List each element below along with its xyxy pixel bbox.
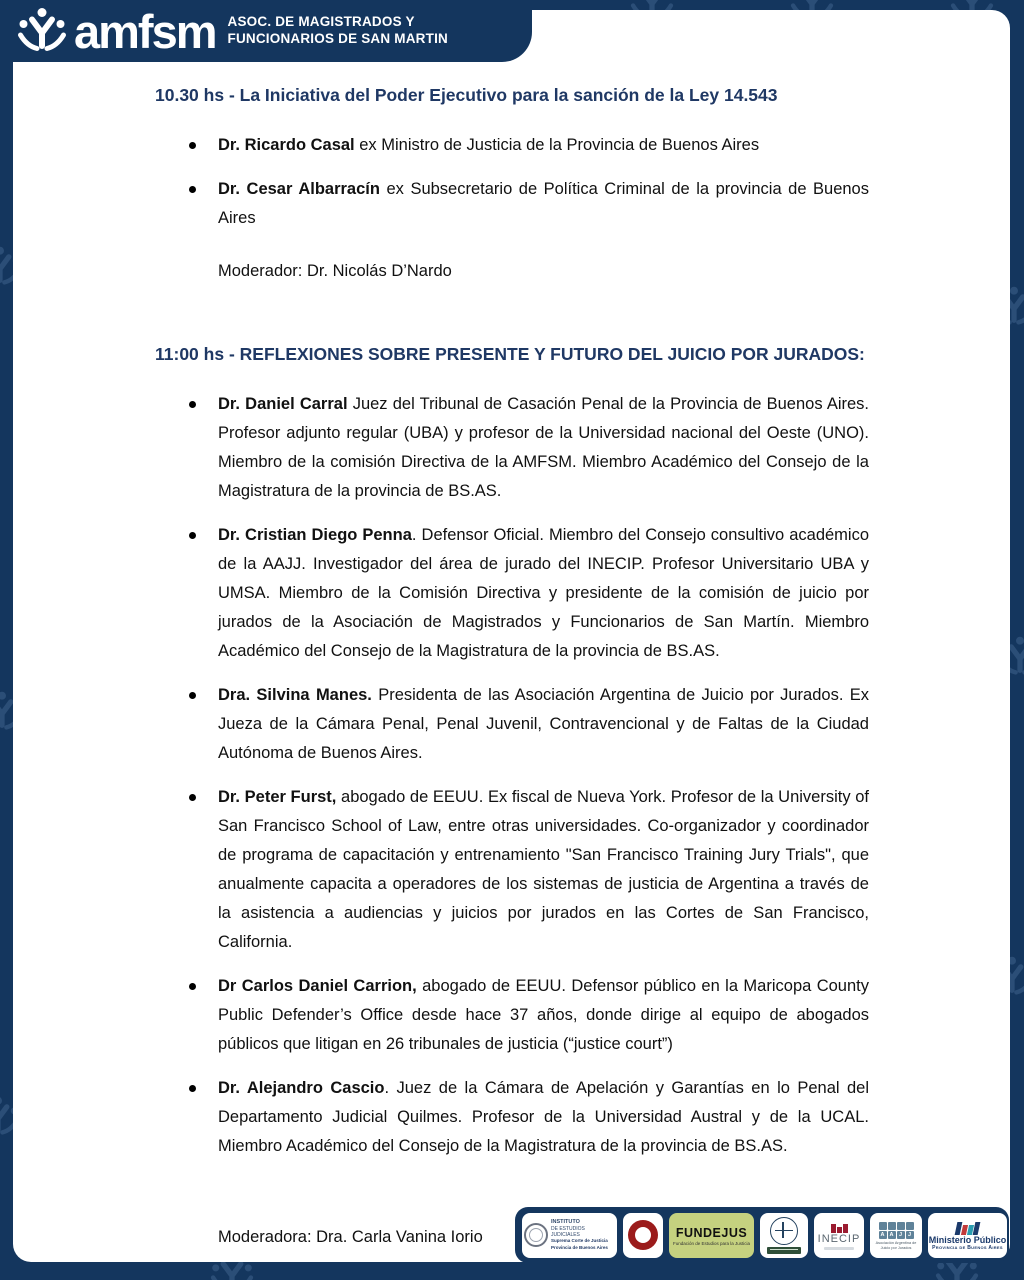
speaker-desc: ex Subsecretario de Política Criminal de la provincia de Buenos Aires: [218, 179, 869, 227]
speaker-name: Dr. Cesar Albarracín: [218, 179, 380, 198]
logo-inecip: [814, 1213, 864, 1258]
session-2-moderator: Moderadora: Dra. Carla Vanina Iorio: [218, 1227, 483, 1246]
speaker-desc: abogado de EEUU. Ex fiscal de Nueva York. Profesor de la University of San Francisco School of Law, entre otras universidades. Co-organizador y coordinador de programa de capacitación y entrenamiento "San Francisco Training Jury Trials", que anualmente capacita a operadores de los sistemas de justicia de Argentina a través de la asistencia a audiencias y juicios por jurados en las Cortes de San Francisco, California.: [218, 787, 869, 951]
session-2-speakers: [155, 390, 869, 1161]
speaker-item: [155, 1074, 869, 1161]
ministerio-publico-m-icon: [956, 1222, 979, 1235]
speaker-desc: . Defensor Oficial. Miembro del Consejo consultivo académico de la AAJJ. Investigador del área de jurado del INECIP. Profesor Universitario UBA y UMSA. Miembro de la Comisión Directiva y presidente de la comisión de juicio por jurados de la Asociación de Magistrados y Funcionarios de San Martín. Miembro Académico del Consejo de la Magistratura de la provincia de BS.AS.: [218, 525, 870, 660]
speaker-name: Dr. Daniel Carral: [218, 394, 348, 413]
speaker-name: Dr. Cristian Diego Penna: [218, 525, 412, 544]
speaker-name: Dr Carlos Daniel Carrion,: [218, 976, 417, 995]
speaker-desc: ex Ministro de Justicia de la Provincia de Buenos Aires: [354, 135, 760, 154]
speaker-name: Dr. Alejandro Cascio: [218, 1078, 385, 1097]
speaker-desc: . Juez de la Cámara de Apelación y Garantías en lo Penal del Departamento Judicial Quilmes. Profesor de la Universidad Austral y de la UCAL. Miembro Académico del Consejo de la Magistratura de la provincia de BS.AS.: [218, 1078, 869, 1155]
iej-line4: Provincia de Buenos Aires: [551, 1244, 608, 1250]
speaker-name: Dr. Ricardo Casal: [218, 135, 355, 154]
aajj-blocks-icon: A A J J: [879, 1222, 914, 1239]
inecip-title: INECIP: [817, 1232, 861, 1245]
logo-aajj: [870, 1213, 922, 1258]
logo-wordmark: amfsm: [74, 4, 216, 58]
iej-line3: Suprema Corte de Justicia: [551, 1238, 608, 1244]
logo-instituto-estudios-judiciales: [522, 1213, 617, 1258]
session-2-heading: 11:00 hs - REFLEXIONES SOBRE PRESENTE Y FUTURO DEL JUICIO POR JURADOS:: [155, 343, 865, 364]
speaker-item: [155, 390, 869, 506]
org-name: [228, 14, 448, 48]
amfsm-logo-icon: [16, 6, 68, 56]
speaker-item: [155, 783, 869, 957]
speaker-name: Dra. Silvina Manes.: [218, 685, 372, 704]
logo-fundejus: [669, 1213, 754, 1258]
org-name-line1: ASOC. DE MAGISTRADOS Y: [227, 14, 415, 30]
speaker-item: [155, 972, 869, 1059]
header-brand-band: [0, 0, 532, 62]
speaker-item: [155, 681, 869, 768]
logo-ministerio-publico: [928, 1213, 1007, 1258]
program-document: [155, 84, 869, 1252]
speaker-desc: Juez del Tribunal de Casación Penal de la Provincia de Buenos Aires. Profesor adjunto regular (UBA) y profesor de la Universidad nacional del Oeste (UNO). Miembro de la comisión Directiva de la AMFSM. Miembro Académico del Consejo de la Magistratura de la provincia de BS.AS.: [218, 394, 870, 500]
fundejus-title: FUNDEJUS: [675, 1225, 748, 1240]
session-1-speakers: [155, 131, 869, 233]
logo-red-seal: [623, 1213, 663, 1258]
ministerio-publico-subtitle: Provincia de Buenos Aires: [932, 1245, 1003, 1252]
fundejus-subtitle: Fundación de Estudios para la Justicia: [672, 1241, 751, 1247]
speaker-item: [155, 521, 869, 666]
speaker-item: [155, 131, 869, 160]
speaker-desc: abogado de EEUU. Defensor público en la Maricopa County Public Defender’s Office desde hace 37 años, donde dirige al equipo de abogados públicos que litigan en 26 tribunales de justicia (“justice court”): [218, 976, 869, 1053]
inecip-blocks-icon: [831, 1224, 848, 1233]
speaker-name: Dr. Peter Furst,: [218, 787, 337, 806]
speaker-item: [155, 175, 869, 233]
logo-suprema-corte-emblem: [760, 1213, 808, 1258]
speaker-desc: Presidenta de las Asociación Argentina de Juicio por Jurados. Ex Jueza de la Cámara Penal, Penal Juvenil, Contravencional y de Faltas de la Ciudad Autónoma de Buenos Aires.: [218, 685, 869, 762]
emblem-caption-band: [767, 1247, 801, 1254]
aajj-subtitle: Asociación Argentina de Juicio por Jurados: [875, 1240, 917, 1250]
institutional-logo-strip: [515, 1207, 1009, 1263]
session-1-heading: 10.30 hs - La Iniciativa del Poder Ejecutivo para la sanción de la Ley 14.543: [155, 85, 778, 105]
justice-emblem-icon: [770, 1217, 798, 1245]
session-1-moderator: Moderador: Dr. Nicolás D’Nardo: [218, 261, 452, 280]
ministerio-publico-title: Ministerio Público: [928, 1234, 1007, 1245]
iej-text: [551, 1219, 615, 1251]
inecip-caption-bar: [824, 1247, 854, 1250]
iej-line2: DE ESTUDIOS JUDICIALES: [551, 1225, 585, 1239]
iej-crest-icon: [524, 1223, 548, 1247]
iej-line1: INSTITUTO: [551, 1219, 580, 1226]
org-name-line2: FUNCIONARIOS DE SAN MARTIN: [227, 31, 448, 46]
red-seal-icon: [628, 1220, 658, 1250]
